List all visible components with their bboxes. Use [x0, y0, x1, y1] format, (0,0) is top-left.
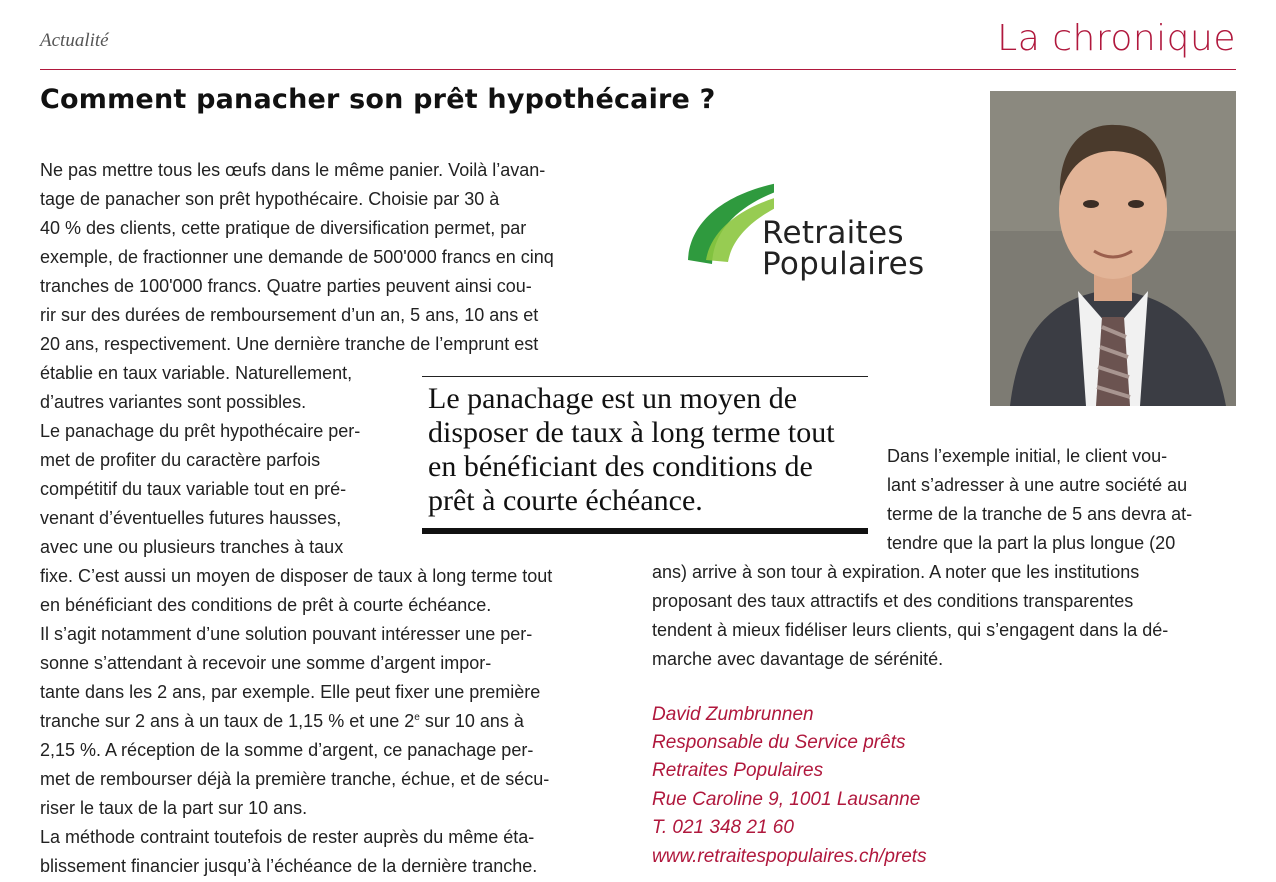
article-text-line: met de rembourser déjà la première tranche, échue, et de sécu- — [40, 769, 550, 789]
ordinal-superscript: e — [414, 712, 420, 723]
retraites-populaires-logo — [684, 172, 950, 292]
article-text-line: Il s’agit notamment d’une solution pouvant intéresser une per- — [40, 624, 533, 644]
author-name: David Zumbrunnen — [652, 704, 814, 725]
article-text-line: venant d’éventuelles futures hausses, — [40, 508, 342, 528]
article-text-line: La méthode contraint toutefois de rester auprès du même éta- — [40, 827, 535, 847]
author-organization: Retraites Populaires — [652, 760, 824, 781]
pull-quote-line: prêt à courte échéance. — [428, 484, 703, 517]
article-text-fragment: tranche sur 2 ans à un taux de 1,15 % et une 2 — [40, 711, 415, 731]
article-text-line: fixe. C’est aussi un moyen de disposer de taux à long terme tout — [40, 566, 553, 586]
article-text-line: tante dans les 2 ans, par exemple. Elle peut fixer une première — [40, 682, 541, 702]
article-text-line — [40, 707, 524, 736]
leaf-logo-icon — [684, 172, 774, 272]
header-rule — [40, 69, 1236, 70]
logo-wordmark — [762, 215, 925, 282]
author-phone: T. 021 348 21 60 — [652, 817, 794, 838]
article-text-line: riser le taux de la part sur 10 ans. — [40, 798, 308, 818]
logo-line-2: Populaires — [762, 246, 925, 282]
article-text-line: rir sur des durées de remboursement d’un an, 5 ans, 10 ans et — [40, 305, 539, 325]
pull-quote — [422, 376, 868, 536]
article-text-line: blissement financier jusqu’à l’échéance de la dernière tranche. — [40, 856, 538, 876]
article-title: Comment panacher son prêt hypothécaire ? — [40, 84, 716, 115]
section-label: Actualité — [40, 30, 109, 51]
article-text-line: exemple, de fractionner une demande de 500'000 francs en cinq — [40, 247, 554, 267]
article-text-line: terme de la tranche de 5 ans devra at- — [887, 504, 1193, 524]
article-text-line: tendre que la part la plus longue (20 — [887, 533, 1176, 553]
article-text-fragment: sur 10 ans à — [419, 711, 524, 731]
author-website-link[interactable]: www.retraitespopulaires.ch/prets — [652, 846, 927, 867]
author-address: Rue Caroline 9, 1001 Lausanne — [652, 789, 921, 810]
article-text-line: tage de panacher son prêt hypothécaire. Choisie par 30 à — [40, 189, 500, 209]
article-text-line: en bénéficiant des conditions de prêt à courte échéance. — [40, 595, 492, 615]
author-portrait — [990, 91, 1236, 406]
author-role: Responsable du Service prêts — [652, 732, 906, 753]
article-text-line: 40 % des clients, cette pratique de diversification permet, par — [40, 218, 527, 238]
article-text-line: marche avec davantage de sérénité. — [652, 649, 944, 669]
article-text-line: sonne s’attendant à recevoir une somme d’argent impor- — [40, 653, 492, 673]
article-text-line: proposant des taux attractifs et des conditions transparentes — [652, 591, 1134, 611]
article-text-line: 20 ans, respectivement. Une dernière tranche de l’emprunt est — [40, 334, 539, 354]
article-text-line: établie en taux variable. Naturellement, — [40, 363, 353, 383]
portrait-illustration — [990, 91, 1236, 406]
article-text-line: avec une ou plusieurs tranches à taux — [40, 537, 344, 557]
article-text-line: 2,15 %. A réception de la somme d’argent, ce panachage per- — [40, 740, 534, 760]
article-text-line: compétitif du taux variable tout en pré- — [40, 479, 347, 499]
pull-quote-bottom-rule — [422, 528, 868, 534]
article-text-line: met de profiter du caractère parfois — [40, 450, 321, 470]
article-text-line: Ne pas mettre tous les œufs dans le même panier. Voilà l’avan- — [40, 160, 546, 180]
pull-quote-line: disposer de taux à long terme tout — [428, 416, 835, 449]
article-text-line: ans) arrive à son tour à expiration. A noter que les institutions — [652, 562, 1140, 582]
article-text-line: d’autres variantes sont possibles. — [40, 392, 307, 412]
column-title: La chronique — [997, 18, 1236, 59]
pull-quote-line: Le panachage est un moyen de — [428, 382, 798, 415]
article-text-line: tranches de 100'000 francs. Quatre parties peuvent ainsi cou- — [40, 276, 532, 296]
pull-quote-line: en bénéficiant des conditions de — [428, 450, 813, 483]
pull-quote-top-rule — [422, 376, 868, 377]
article-text-line: Dans l’exemple initial, le client vou- — [887, 446, 1168, 466]
article-text-line: tendent à mieux fidéliser leurs clients, qui s’engagent dans la dé- — [652, 620, 1169, 640]
article-text-line: Le panachage du prêt hypothécaire per- — [40, 421, 361, 441]
article-text-line: lant s’adresser à une autre société au — [887, 475, 1188, 495]
logo-line-1: Retraites — [762, 215, 904, 251]
